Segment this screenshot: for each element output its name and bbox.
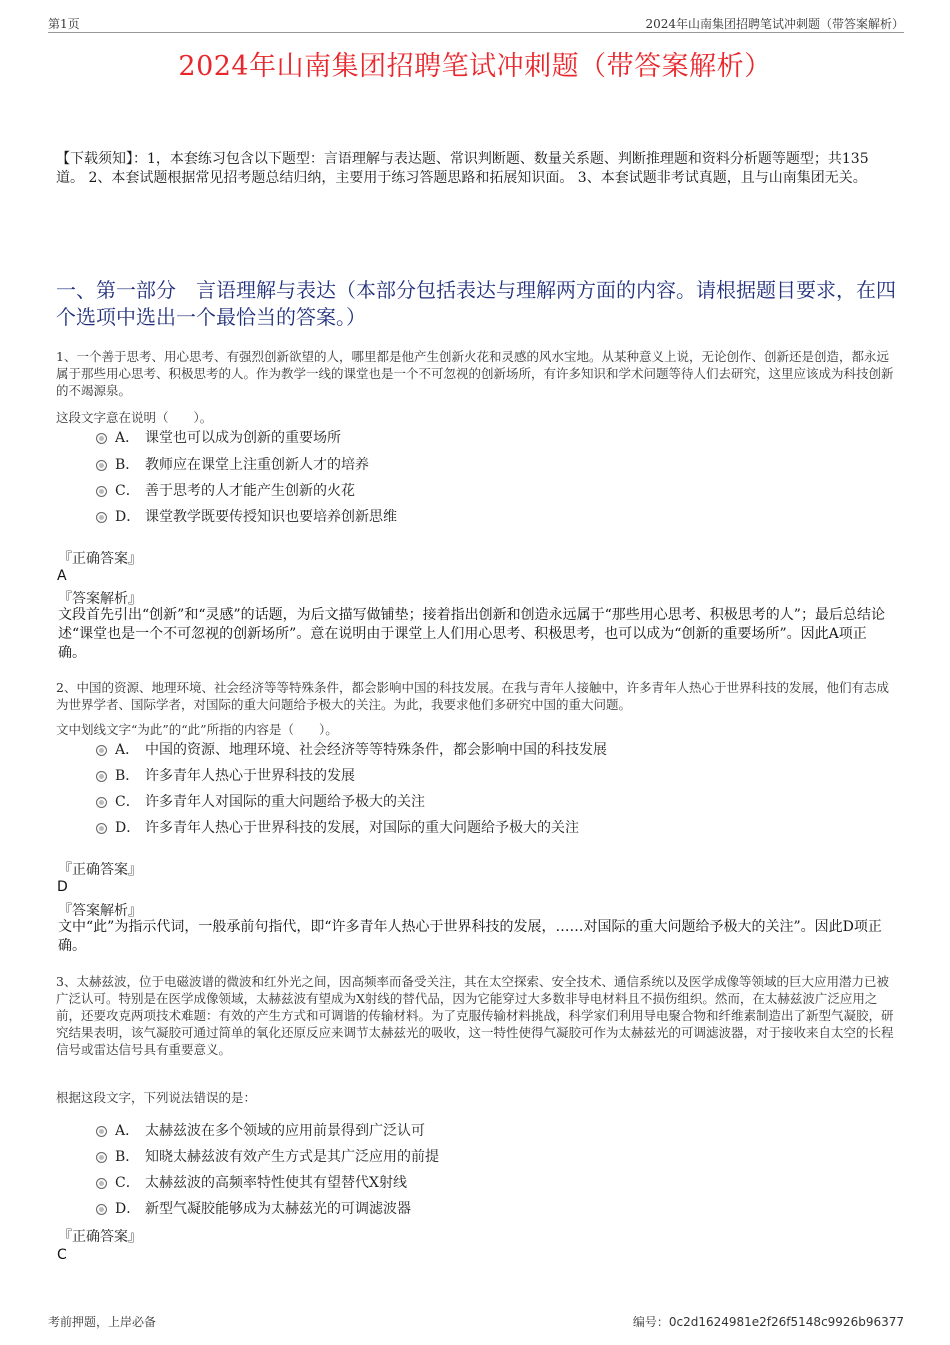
question-1-prompt: 这段文字意在说明（ ）。 — [56, 410, 213, 425]
question-2-option-d[interactable]: D． 许多青年人热心于世界科技的发展，对国际的重大问题给予极大的关注 — [96, 818, 579, 838]
question-2-analysis-label: 『答案解析』 — [58, 903, 142, 919]
radio-icon[interactable] — [96, 1178, 107, 1189]
question-3-correct-label: 『正确答案』 — [58, 1229, 142, 1245]
radio-icon[interactable] — [96, 433, 107, 444]
question-2-analysis: 文中“此”为指示代词，一般承前句指代，即“许多青年人热心于世界科技的发展，……对国际的重大问题给予极大的关注”。因此D项正确。 — [58, 919, 882, 954]
radio-icon[interactable] — [96, 1126, 107, 1137]
radio-icon[interactable] — [96, 460, 107, 471]
question-2-stem: 2、中国的资源、地理环境、社会经济等等特殊条件，都会影响中国的科技发展。在我与青年人接触中，许多青年人热心于世界科技的发展，他们有志成为世界学者、国际学者，对国际的重大问题给予极大的关注。为此，我要求他们多研究中国的重大问题。 — [56, 680, 889, 712]
page-number: 第1页 — [48, 17, 80, 31]
radio-icon[interactable] — [96, 823, 107, 834]
question-1-option-c[interactable]: C． 善于思考的人才能产生创新的火花 — [96, 481, 355, 501]
question-1-analysis: 文段首先引出“创新”和“灵感”的话题，为后文描写做铺垫；接着指出创新和创造永远属于“那些用心思考、积极思考的人”；最后总结论述“课堂也是一个不可忽视的创新场所”。意在说明由于课堂上人们用心思考、积极思考，也可以成为“创新的重要场所”。因此A项正确。 — [58, 607, 885, 661]
radio-icon[interactable] — [96, 1152, 107, 1163]
question-1-correct-label: 『正确答案』 — [58, 551, 142, 567]
radio-icon[interactable] — [96, 797, 107, 808]
radio-icon[interactable] — [96, 512, 107, 523]
question-2-option-b[interactable]: B． 许多青年人热心于世界科技的发展 — [96, 766, 355, 786]
section-heading: 一、第一部分 言语理解与表达（本部分包括表达与理解两方面的内容。请根据题目要求，在四个选项中选出一个最恰当的答案。） — [56, 278, 896, 329]
page-title: 2024年山南集团招聘笔试冲刺题（带答案解析） — [178, 51, 772, 82]
question-2-correct-label: 『正确答案』 — [58, 862, 142, 878]
question-3-prompt: 根据这段文字，下列说法错误的是： — [56, 1090, 257, 1105]
page-header — [48, 10, 904, 33]
download-notice: 【下载须知】：1，本套练习包含以下题型：言语理解与表达题、常识判断题、数量关系题、判断推理题和资料分析题等题型；共135道。 2、本套试题根据常见招考题总结归纳，主要用于练习答题思路和拓展知识面。 3、本套试题非考试真题，且与山南集团无关。 — [56, 151, 869, 186]
question-1-option-a[interactable]: A． 课堂也可以成为创新的重要场所 — [96, 428, 341, 448]
question-3-option-a[interactable]: A． 太赫兹波在多个领域的应用前景得到广泛认可 — [96, 1121, 425, 1141]
question-2-prompt: 文中划线文字“为此”的“此”所指的内容是（ ）。 — [56, 722, 338, 737]
question-1-option-b[interactable]: B． 教师应在课堂上注重创新人才的培养 — [96, 455, 369, 475]
question-2-option-a[interactable]: A． 中国的资源、地理环境、社会经济等等特殊条件，都会影响中国的科技发展 — [96, 740, 607, 760]
radio-icon[interactable] — [96, 1204, 107, 1215]
question-1-stem: 1、一个善于思考、用心思考、有强烈创新欲望的人，哪里都是他产生创新火花和灵感的风水宝地。从某种意义上说，无论创作、创新还是创造，都永远属于那些用心思考、积极思考的人。作为教学一线的课堂也是一个不可忽视的创新场所，有许多知识和学术问题等待人们去研究，这里应该成为科技创新的不竭源泉。 — [56, 349, 894, 398]
radio-icon[interactable] — [96, 486, 107, 497]
footer-slogan: 考前押题，上岸必备 — [48, 1315, 157, 1329]
question-1-answer: A — [57, 568, 67, 584]
question-3-option-b[interactable]: B． 知晓太赫兹波有效产生方式是其广泛应用的前提 — [96, 1147, 439, 1167]
question-2-answer: D — [57, 879, 68, 895]
question-3-option-c[interactable]: C． 太赫兹波的高频率特性使其有望替代X射线 — [96, 1173, 407, 1193]
question-3-option-d[interactable]: D． 新型气凝胶能够成为太赫兹光的可调滤波器 — [96, 1199, 411, 1219]
question-1-analysis-label: 『答案解析』 — [58, 591, 142, 607]
radio-icon[interactable] — [96, 771, 107, 782]
question-2-option-c[interactable]: C． 许多青年人对国际的重大问题给予极大的关注 — [96, 792, 425, 812]
document-code: 编号：0c2d1624981e2f26f5148c9926b96377 — [632, 1315, 904, 1329]
question-3-stem: 3、太赫兹波，位于电磁波谱的微波和红外光之间，因高频率而备受关注，其在太空探索、安全技术、通信系统以及医学成像等领域的巨大应用潜力已被广泛认可。特别是在医学成像领域，太赫兹波有望成为X射线的替代品，因为它能穿过大多数非导电材料且不损伤组织。然而，在太赫兹波广泛应用之前，还要攻克两项技术难题：有效的产生方式和可调谐的传输材料。为了克服传输材料挑战，科学家们利用导电聚合物和纤维素制造出了新型气凝胶，研究结果表明，该气凝胶可通过简单的氧化还原反应来调节太赫兹光的吸收，这一特性使得气凝胶可作为太赫兹光的可调滤波器，对于接收来自太空的长程信号或雷达信号具有重要意义。 — [56, 974, 894, 1057]
header-doc-title: 2024年山南集团招聘笔试冲刺题（带答案解析） — [645, 17, 904, 31]
question-1-option-d[interactable]: D． 课堂教学既要传授知识也要培养创新思维 — [96, 507, 397, 527]
radio-icon[interactable] — [96, 745, 107, 756]
question-3-answer: C — [57, 1247, 67, 1263]
